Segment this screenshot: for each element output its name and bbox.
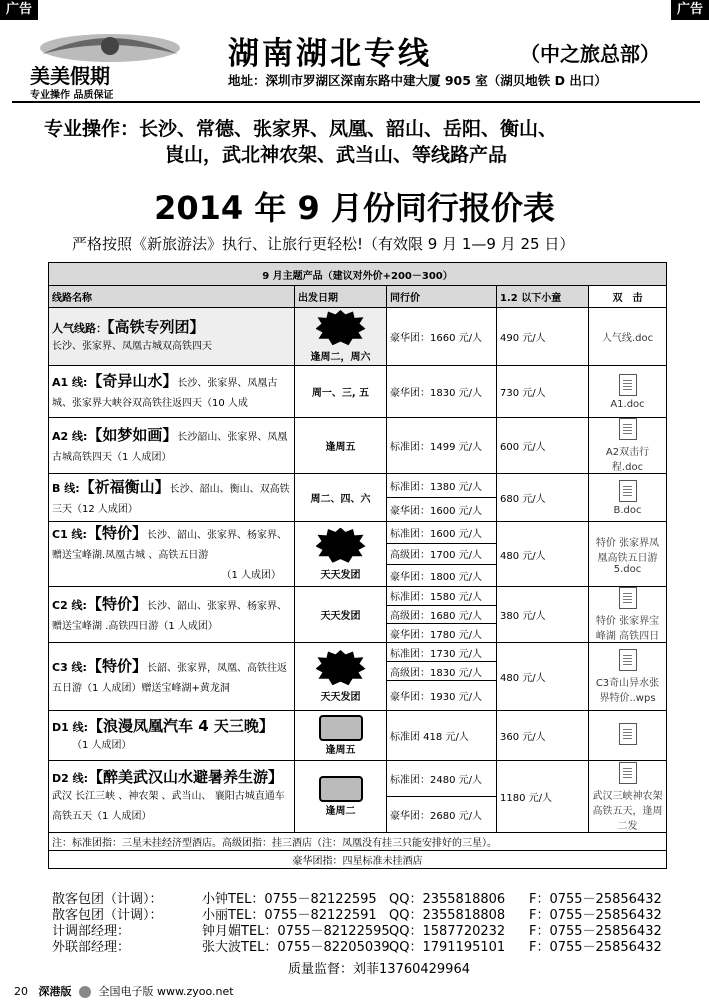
route-price: 豪华团：1780 元/人 [387, 624, 497, 643]
route-desc: 长沙、张家界、凤凰古城双高铁四天 [52, 341, 212, 352]
contact-role: 散客包团（计调）： [52, 908, 163, 923]
kid-price: 380 元/人 [497, 587, 589, 643]
contact-row [52, 908, 662, 924]
doc-link[interactable] [589, 522, 667, 587]
burst-icon [316, 650, 366, 686]
contact-tel: 张大波TEL：0755－82205039 [202, 940, 390, 955]
document-icon [619, 374, 637, 396]
route-price: 标准团：1600 元/人 [387, 522, 497, 544]
route-price: 豪华团：1660 元/人 [387, 308, 497, 366]
doc-link[interactable] [589, 711, 667, 761]
document-icon [619, 649, 637, 671]
route-desc: 长沙、韶山、衡山、双高铁三天（12 人成团） [52, 483, 290, 515]
route-desc: 长沙、韶山、张家界、杨家界、赠送宝峰湖 .高铁四日游（1 人成团） [52, 600, 287, 632]
doc-link[interactable] [589, 366, 667, 418]
route-desc: 长沙韶山、张家界、凤凰古城高铁四天（1 人成团） [52, 431, 288, 463]
route-price: 标准团：1730 元/人 [387, 643, 497, 662]
header-click: 双 击 [589, 286, 667, 308]
doc-name: B.doc [613, 504, 642, 516]
doc-link[interactable] [589, 418, 667, 474]
header-kid: 1.2 以下小童 [497, 286, 589, 308]
doc-link[interactable] [589, 643, 667, 711]
route-date: 逢周二，周六 [310, 352, 371, 363]
document-icon [619, 762, 637, 784]
table-row [49, 308, 667, 366]
route-date: 天天发团 [295, 587, 387, 643]
edition-label: 深港版 [38, 985, 72, 998]
contact-role: 散客包团（计调）： [52, 892, 163, 907]
contact-fax: F：0755－25856432 [529, 940, 662, 955]
contact-fax: F：0755－25856432 [529, 924, 662, 939]
doc-name: C3奇山异水张界特价..wps [595, 678, 660, 704]
route-name: 【特价】 [86, 594, 147, 613]
route-name: 【特价】 [86, 524, 147, 542]
route-name: 【浪漫凤凰汽车 4 天三晚】 [88, 717, 274, 735]
contact-row [52, 940, 662, 956]
doc-name: A2双击行程.doc [605, 447, 650, 473]
route-prefix: C1 线: [52, 528, 87, 541]
route-name: 【如梦如画】 [87, 425, 178, 444]
contact-tel: 钟月媚TEL：0755－82122595 [202, 924, 390, 939]
operations-label: 专业操作： [44, 118, 140, 140]
contact-role: 外联部经理： [52, 940, 131, 955]
page-number: 20 [14, 985, 28, 998]
route-name: 【奇异山水】 [87, 371, 178, 390]
route-prefix: D1 线: [52, 721, 89, 734]
route-desc: （1 人成团） [72, 740, 132, 751]
route-date: 周一、三, 五 [295, 366, 387, 418]
table-row [49, 522, 667, 544]
doc-link[interactable] [589, 474, 667, 522]
route-price: 豪华团：1930 元/人 [387, 681, 497, 711]
kid-price: 730 元/人 [497, 366, 589, 418]
doc-name: 人气线.doc [601, 333, 654, 344]
doc-link[interactable] [589, 308, 667, 366]
route-prefix: A2 线: [52, 429, 88, 443]
contact-list [52, 892, 662, 956]
bus-icon [319, 715, 363, 741]
route-price: 标准团：1580 元/人 [387, 587, 497, 606]
logo-slogan: 专业操作 品质保证 [30, 90, 114, 101]
route-date: 逢周二 [325, 806, 356, 817]
brand-subtitle: （中之旅总部） [520, 42, 660, 66]
brand-title: 湖南湖北专线 [228, 36, 432, 72]
page-footer [14, 983, 234, 999]
kid-price: 490 元/人 [497, 308, 589, 366]
route-name: 【醉美武汉山水避暑养生游】 [88, 768, 284, 786]
route-prefix: 人气线路： [52, 322, 107, 335]
contact-role: 计调部经理： [52, 924, 131, 939]
operations-block [44, 116, 694, 168]
contact-qq: QQ：1587720232 [389, 924, 506, 939]
contact-row [52, 892, 662, 908]
route-prefix: D2 线: [52, 772, 89, 785]
route-desc-extra: （1 人成团） [221, 570, 281, 581]
bus-icon [319, 776, 363, 802]
doc-name: 特价 张家界宝峰湖 高铁四日 [595, 616, 660, 642]
route-name: 【祈福衡山】 [79, 477, 170, 496]
table-row [49, 587, 667, 606]
document-icon [619, 418, 637, 440]
validity-subline: 严格按照《新旅游法》执行、让旅行更轻松!（有效限 9 月 1—9 月 25 日） [72, 235, 575, 253]
route-name: 【高铁专列团】 [107, 318, 205, 336]
route-price: 豪华团：1800 元/人 [387, 565, 497, 587]
doc-name: 特价 张家界凤凰高铁五日游 5.doc [595, 537, 660, 575]
route-date: 天天发团 [320, 692, 361, 703]
table-row [49, 366, 667, 418]
table-note-2: 豪华团指：四星标准未挂酒店 [49, 851, 667, 869]
route-price: 豪华团：1600 元/人 [387, 498, 497, 522]
contact-tel: 小钟TEL：0755－82122595 [202, 892, 377, 907]
header-date: 出发日期 [295, 286, 387, 308]
edition-logo-icon [79, 986, 91, 998]
table-row [49, 643, 667, 662]
quality-supervision: 质量监督：刘菲13760429964 [288, 962, 470, 977]
route-desc: 长韶、张家界，凤凰、高铁往返五日游（1 人成团）赠送宝峰湖+黄龙洞 [52, 662, 287, 694]
route-price: 高级团：1830 元/人 [387, 662, 497, 681]
document-icon [619, 480, 637, 502]
ad-tag-left: 广告 [0, 0, 38, 20]
route-date: 逢周五 [295, 418, 387, 474]
kid-price: 480 元/人 [497, 522, 589, 587]
route-price: 高级团：1700 元/人 [387, 543, 497, 565]
table-row [49, 418, 667, 474]
header-divider [12, 101, 700, 103]
route-prefix: C2 线: [52, 598, 87, 612]
kid-price: 360 元/人 [497, 711, 589, 761]
route-price: 标准团：2480 元/人 [387, 761, 497, 797]
route-date: 逢周五 [325, 745, 356, 756]
brand-logo [12, 26, 208, 102]
route-prefix: C3 线: [52, 660, 87, 674]
route-desc: 长沙、韶山、张家界、杨家界、赠送宝峰湖.凤凰古城 、高铁五日游 [52, 530, 287, 561]
route-price: 豪华团：2680 元/人 [387, 797, 497, 833]
route-desc: 武汉 长江三峡 、神农架 、武当山、 襄阳古城直通车高铁五天（1 人成团） [52, 791, 285, 822]
operations-line2: 崀山，武北神农架、武当山、等线路产品 [165, 144, 508, 166]
route-price: 标准团：1499 元/人 [387, 418, 497, 474]
contact-fax: F：0755－25856432 [529, 908, 662, 923]
contact-qq: QQ：2355818806 [389, 892, 506, 907]
contact-tel: 小丽TEL：0755－82122591 [202, 908, 377, 923]
header-price: 同行价 [387, 286, 497, 308]
price-table [48, 262, 667, 869]
table-row [49, 474, 667, 498]
route-date: 天天发团 [320, 569, 361, 581]
ad-tag-right: 广告 [671, 0, 709, 20]
doc-link[interactable] [589, 761, 667, 833]
burst-icon [316, 528, 366, 564]
page-title: 2014 年 9 月份同行报价表 [154, 189, 555, 227]
document-icon [619, 723, 637, 745]
table-note-1: 注：标准团指：三星未挂经济型酒店。高级团指：挂三酒店（注：凤凰没有挂三只能安排好的三星）。 [49, 833, 667, 851]
operations-line1: 长沙、常德、张家界、凤凰、韶山、岳阳、衡山、 [139, 118, 558, 140]
burst-icon [316, 310, 366, 346]
route-price: 标准团：1380 元/人 [387, 474, 497, 498]
route-price: 豪华团：1830 元/人 [387, 366, 497, 418]
contact-row [52, 924, 662, 940]
logo-text: 美美假期 [30, 64, 110, 88]
document-icon [619, 587, 637, 609]
site-link[interactable]: 全国电子版 www.zyoo.net [98, 985, 234, 998]
contact-qq: QQ：1791195101 [389, 940, 506, 955]
header-route: 线路名称 [49, 286, 295, 308]
route-name: 【特价】 [86, 656, 147, 675]
brand-address: 地址：深圳市罗湖区深南东路中建大厦 905 室（湖贝地铁 D 出口） [228, 73, 607, 88]
route-price: 标准团 418 元/人 [387, 711, 497, 761]
doc-link[interactable] [589, 587, 667, 643]
route-date: 周二、四、六 [295, 474, 387, 522]
kid-price: 680 元/人 [497, 474, 589, 522]
doc-name: A1.doc [610, 398, 645, 410]
contact-fax: F：0755－25856432 [529, 892, 662, 907]
route-desc: 长沙、张家界、凤凰古城、张家界大峡谷双高铁往返四天（10 人成 [52, 377, 278, 409]
table-banner: 9 月主题产品（建议对外价+200－300） [49, 263, 667, 286]
route-prefix: A1 线: [52, 375, 88, 389]
doc-name: 武汉三峡神农架高铁五天，逢周二发 [592, 790, 663, 832]
route-price: 高级团：1680 元/人 [387, 605, 497, 624]
table-row [49, 711, 667, 761]
kid-price: 1180 元/人 [497, 761, 589, 833]
kid-price: 480 元/人 [497, 643, 589, 711]
kid-price: 600 元/人 [497, 418, 589, 474]
table-row [49, 761, 667, 797]
contact-qq: QQ：2355818808 [389, 908, 506, 923]
route-prefix: B 线: [52, 481, 80, 495]
